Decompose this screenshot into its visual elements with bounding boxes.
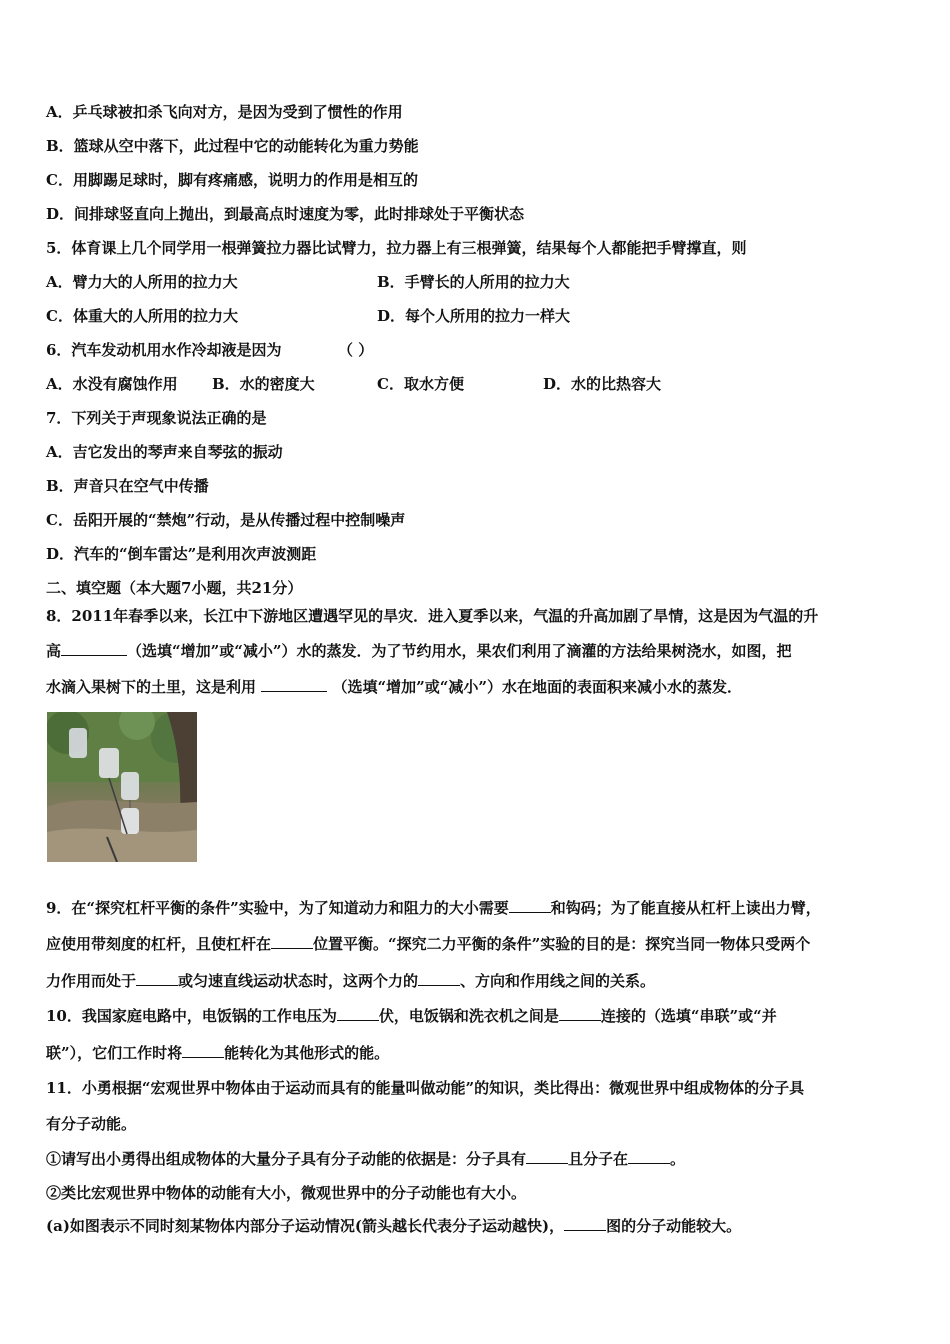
q11-line5 bbox=[46, 1216, 741, 1236]
q9-line3-end: 、方向和作用线之间的关系。 bbox=[460, 972, 656, 990]
q9-line1 bbox=[46, 898, 821, 918]
q8-line2-end: （选填“增加”或“减小”）水的蒸发．为了节约用水，果农们利用了滴灌的方法给果树浇水，如图，把 bbox=[127, 642, 792, 660]
q9-line1-end: 和钩码；为了能直接从杠杆上读出力臂， bbox=[550, 899, 821, 917]
q9-blank-4[interactable] bbox=[418, 971, 460, 986]
q11-line5-start: (a)如图表示不同时刻某物体内部分子运动情况(箭头越长代表分子运动越快)， bbox=[46, 1217, 565, 1235]
q4-option-b: B．篮球从空中落下，此过程中它的动能转化为重力势能 bbox=[46, 137, 419, 155]
q9-line3 bbox=[46, 971, 655, 991]
q10-line1-mid: 伏，电饭锅和洗衣机之间是 bbox=[378, 1007, 559, 1025]
section-title: 二、填空题（本大题7小题，共21分） bbox=[46, 579, 303, 597]
q10-line1-start: 10．我国家庭电路中，电饭锅的工作电压为 bbox=[46, 1007, 337, 1025]
q5-option-d: D．每个人所用的拉力一样大 bbox=[377, 307, 571, 325]
q9-line2-start: 应使用带刻度的杠杆，且使杠杆在 bbox=[46, 935, 272, 953]
q8-line3 bbox=[46, 677, 742, 697]
q11-line4: ②类比宏观世界中物体的动能有大小，微观世界中的分子动能也有大小。 bbox=[46, 1184, 527, 1202]
q5-stem: 5．体育课上几个同学用一根弹簧拉力器比试臂力，拉力器上有三根弹簧，结果每个人都能把手臂撑直，则 bbox=[46, 239, 747, 257]
q9-line3-mid: 或匀速直线运动状态时，这两个力的 bbox=[178, 972, 419, 990]
q8-line1: 8．2011年春季以来，长江中下游地区遭遇罕见的旱灾．进入夏季以来，气温的升高加剧了旱情，这是因为气温的升 bbox=[46, 607, 819, 625]
q10-line1 bbox=[46, 1006, 777, 1026]
q4-option-d: D．间排球竖直向上抛出，到最高点时速度为零，此时排球处于平衡状态 bbox=[46, 205, 525, 223]
q6-option-a: A．水没有腐蚀作用 bbox=[46, 375, 178, 393]
q7-option-d: D．汽车的“倒车雷达”是利用次声波测距 bbox=[46, 545, 317, 563]
q8-blank-1[interactable] bbox=[61, 641, 127, 656]
q6-stem: 6．汽车发动机用水作冷却液是因为 bbox=[46, 341, 282, 359]
q10-blank-1[interactable] bbox=[337, 1006, 379, 1021]
q4-option-c: C．用脚踢足球时，脚有疼痛感，说明力的作用是相互的 bbox=[46, 171, 418, 189]
q11-line3-mid: 且分子在 bbox=[568, 1150, 629, 1168]
q11-line5-end: 图的分子动能较大。 bbox=[606, 1217, 742, 1235]
q11-blank-2[interactable] bbox=[628, 1149, 670, 1164]
q11-line3-start: ①请写出小勇得出组成物体的大量分子具有分子动能的依据是：分子具有 bbox=[46, 1150, 527, 1168]
q10-line2-start: 联”），它们工作时将 bbox=[46, 1044, 183, 1062]
q11-line3 bbox=[46, 1149, 685, 1169]
q11-blank-3[interactable] bbox=[564, 1216, 606, 1231]
q11-blank-1[interactable] bbox=[526, 1149, 568, 1164]
q10-blank-3[interactable] bbox=[182, 1043, 224, 1058]
q10-line1-end: 连接的（选填“串联”或“并 bbox=[600, 1007, 777, 1025]
q9-line3-start: 力作用而处于 bbox=[46, 972, 137, 990]
q8-blank-2[interactable] bbox=[261, 677, 327, 692]
q6-option-b: B．水的密度大 bbox=[212, 375, 315, 393]
q6-answer-paren: （ ） bbox=[338, 341, 374, 359]
q9-line2-end: 位置平衡。“探究二力平衡的条件”实验的目的是：探究当同一物体只受两个 bbox=[313, 935, 811, 953]
q5-option-b: B．手臂长的人所用的拉力大 bbox=[377, 273, 570, 291]
q7-option-a: A．吉它发出的琴声来自琴弦的振动 bbox=[46, 443, 283, 461]
q10-line2-end: 能转化为其他形式的能。 bbox=[224, 1044, 390, 1062]
q8-line3-start: 水滴入果树下的土里，这是利用 bbox=[46, 678, 257, 696]
q4-option-a: A．乒乓球被扣杀飞向对方，是因为受到了惯性的作用 bbox=[46, 103, 403, 121]
q9-blank-1[interactable] bbox=[509, 898, 551, 913]
q9-blank-2[interactable] bbox=[271, 934, 313, 949]
q11-line1: 11．小勇根据“宏观世界中物体由于运动而具有的能量叫做动能”的知识，类比得出：微观世界中组成物体的分子具 bbox=[46, 1079, 805, 1097]
q9-blank-3[interactable] bbox=[136, 971, 178, 986]
q8-line2-start: 高 bbox=[46, 642, 62, 660]
q9-line2 bbox=[46, 934, 810, 954]
q10-line2 bbox=[46, 1043, 389, 1063]
q9-line1-start: 9．在“探究杠杆平衡的条件”实验中，为了知道动力和阻力的大小需要 bbox=[46, 899, 509, 917]
q8-line3-end: （选填“增加”或“减小”）水在地面的表面积来减小水的蒸发． bbox=[332, 678, 742, 696]
q7-option-c: C．岳阳开展的“禁炮”行动，是从传播过程中控制噪声 bbox=[46, 511, 406, 529]
q6-option-c: C．取水方便 bbox=[377, 375, 464, 393]
q5-option-a: A．臂力大的人所用的拉力大 bbox=[46, 273, 238, 291]
q8-line2 bbox=[46, 641, 792, 661]
q10-blank-2[interactable] bbox=[559, 1006, 601, 1021]
drip-irrigation-photo bbox=[47, 712, 197, 862]
q11-line3-end: 。 bbox=[670, 1150, 686, 1168]
q11-line2: 有分子动能。 bbox=[46, 1115, 137, 1133]
q7-option-b: B．声音只在空气中传播 bbox=[46, 477, 209, 495]
drip-irrigation-illustration bbox=[47, 712, 197, 862]
q5-option-c: C．体重大的人所用的拉力大 bbox=[46, 307, 238, 325]
q6-option-d: D．水的比热容大 bbox=[543, 375, 662, 393]
q7-stem: 7．下列关于声现象说法正确的是 bbox=[46, 409, 267, 427]
